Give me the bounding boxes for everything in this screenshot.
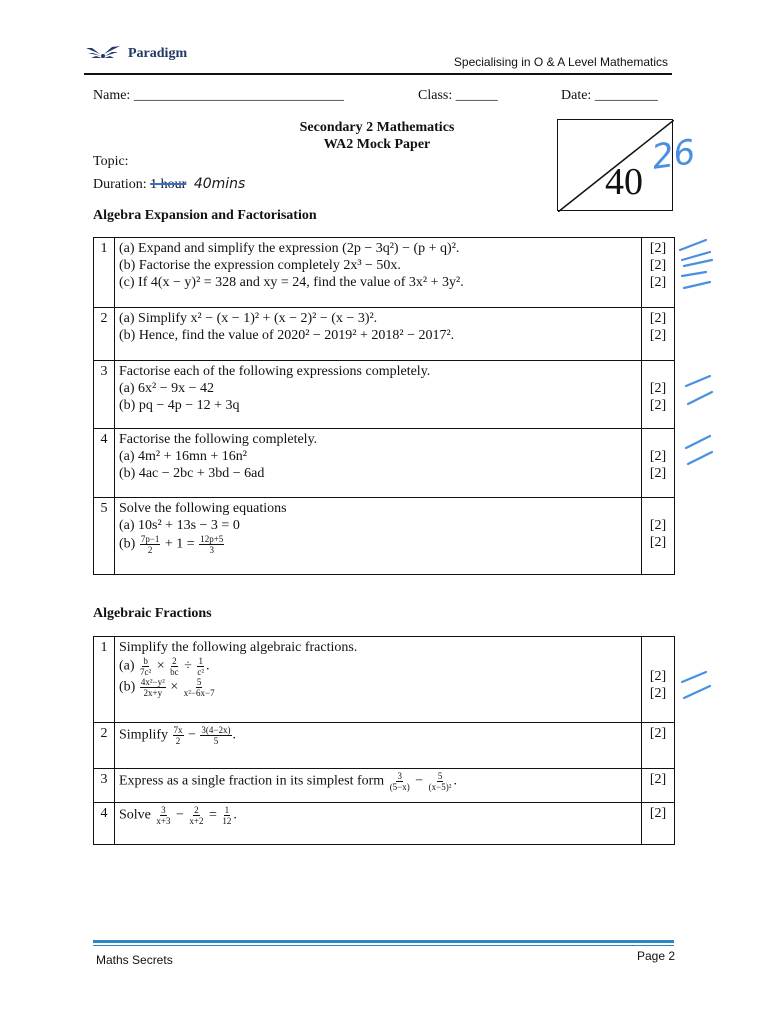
numerator: 12p+5 bbox=[200, 534, 224, 544]
fraction bbox=[221, 805, 232, 826]
question-line-fraction bbox=[119, 677, 637, 698]
numerator: 1 bbox=[224, 805, 230, 815]
question-number: 4 bbox=[94, 803, 115, 845]
punctuation: . bbox=[233, 807, 237, 823]
denominator: 2 bbox=[147, 545, 153, 555]
marks bbox=[646, 431, 670, 448]
marks: [2] bbox=[649, 449, 667, 464]
operator: × bbox=[156, 658, 165, 674]
question-line: Factorise the following completely. bbox=[119, 432, 318, 447]
denominator: x²−6x−7 bbox=[183, 688, 215, 698]
marks: [2] bbox=[649, 518, 667, 533]
question-body bbox=[115, 308, 642, 361]
part-label: (b) bbox=[119, 536, 136, 552]
denominator: (x−5)² bbox=[428, 782, 452, 792]
marks: [2] bbox=[649, 328, 667, 343]
operator: ÷ bbox=[184, 658, 192, 674]
question-line: (b) Factorise the expression completely 2x³ − 50x. bbox=[119, 258, 401, 273]
part-label: (a) bbox=[119, 658, 135, 674]
question-row bbox=[94, 361, 675, 429]
fraction bbox=[196, 656, 205, 677]
marks: [2] bbox=[649, 275, 667, 290]
question-line: (a) 4m² + 16mn + 16n² bbox=[119, 449, 248, 464]
punctuation: . bbox=[453, 773, 457, 789]
logo-text: Paradigm bbox=[128, 46, 188, 61]
marks: [2] bbox=[649, 311, 667, 326]
denominator: 7c² bbox=[140, 667, 152, 677]
question-row bbox=[94, 238, 675, 308]
fraction bbox=[200, 725, 231, 746]
question-text: Express as a single fraction in its simplest form bbox=[119, 773, 385, 789]
topic-label: Topic: bbox=[93, 154, 129, 169]
marks-cell bbox=[642, 238, 675, 308]
denominator: 5 bbox=[213, 736, 219, 746]
fraction bbox=[173, 725, 184, 746]
numerator: 3 bbox=[161, 805, 166, 815]
fraction bbox=[389, 771, 411, 792]
operator: = bbox=[208, 807, 217, 823]
question-body bbox=[115, 637, 642, 723]
marks-cell bbox=[642, 637, 675, 723]
marks-cell bbox=[642, 429, 675, 498]
question-number: 1 bbox=[94, 238, 115, 308]
question-body bbox=[115, 803, 642, 845]
question-line: Factorise each of the following expressions completely. bbox=[119, 364, 431, 379]
question-line: (b) Hence, find the value of 2020² − 2019² + 2018² − 2017². bbox=[119, 328, 455, 343]
denominator: 2x+y bbox=[143, 688, 163, 698]
question-row bbox=[94, 308, 675, 361]
numerator: 1 bbox=[198, 656, 203, 666]
numerator: 4x²−y² bbox=[140, 677, 165, 687]
denominator: x+2 bbox=[189, 816, 204, 826]
question-number: 2 bbox=[94, 308, 115, 361]
fraction bbox=[155, 805, 171, 826]
question-line: (a) 10s² + 13s − 3 = 0 bbox=[119, 518, 240, 533]
question-line: (a) 6x² − 9x − 42 bbox=[119, 381, 215, 396]
question-line-fraction bbox=[119, 534, 637, 555]
name-field-label: Name: ______________________________ bbox=[93, 88, 344, 103]
question-body bbox=[115, 723, 642, 769]
marks bbox=[646, 363, 670, 380]
question-number: 3 bbox=[94, 769, 115, 803]
question-row bbox=[94, 769, 675, 803]
marks: [2] bbox=[649, 535, 667, 550]
question-row bbox=[94, 723, 675, 769]
paper-subtitle-text: WA2 Mock Paper bbox=[323, 137, 431, 152]
marks-cell bbox=[642, 723, 675, 769]
question-line: (b) 4ac − 2bc + 3bd − 6ad bbox=[119, 466, 265, 481]
duration-label: Duration: bbox=[93, 177, 147, 192]
header-tagline: Specialising in O & A Level Mathematics bbox=[453, 55, 668, 69]
question-line: (a) Expand and simplify the expression (2p − 3q²) − (p + q)². bbox=[119, 241, 460, 256]
marks bbox=[646, 500, 670, 517]
page-number: Page 2 bbox=[637, 949, 676, 963]
question-body bbox=[115, 498, 642, 575]
fraction bbox=[183, 677, 216, 698]
question-line: (c) If 4(x − y)² = 328 and xy = 24, find the value of 3x² + 3y². bbox=[119, 275, 464, 290]
marks: [2] bbox=[649, 241, 667, 256]
question-body bbox=[115, 769, 642, 803]
fraction bbox=[140, 677, 166, 698]
marks: [2] bbox=[649, 806, 667, 821]
question-line: (a) Simplify x² − (x − 1)² + (x − 2)² − (x − 3)². bbox=[119, 311, 378, 326]
score-handwritten: 26 bbox=[649, 132, 698, 178]
marks-cell bbox=[642, 769, 675, 803]
marks: [2] bbox=[649, 398, 667, 413]
numerator: 2 bbox=[172, 656, 177, 666]
operator: × bbox=[170, 679, 179, 695]
footer-divider-thin bbox=[93, 945, 674, 946]
marks-cell bbox=[642, 498, 675, 575]
part-label: (b) bbox=[119, 679, 136, 695]
question-body bbox=[115, 361, 642, 429]
question-line: Simplify the following algebraic fractions. bbox=[119, 640, 358, 655]
numerator: 3(4−2x) bbox=[201, 725, 231, 735]
duration-line bbox=[93, 176, 245, 193]
footer-brand: Maths Secrets bbox=[96, 953, 173, 967]
question-row bbox=[94, 498, 675, 575]
question-text: Solve bbox=[119, 807, 151, 823]
footer-divider bbox=[93, 940, 674, 943]
section-title-fractions: Algebraic Fractions bbox=[93, 606, 212, 621]
operator: − bbox=[415, 773, 424, 789]
handwritten-ticks bbox=[676, 236, 716, 496]
marks: [2] bbox=[649, 258, 667, 273]
marks-cell bbox=[642, 361, 675, 429]
fraction bbox=[188, 805, 204, 826]
fraction bbox=[169, 656, 180, 677]
question-number: 4 bbox=[94, 429, 115, 498]
marks: [2] bbox=[649, 686, 667, 701]
handwritten-ticks-fractions bbox=[676, 668, 716, 708]
punctuation: . bbox=[232, 727, 236, 743]
paper-title-text: Secondary 2 Mathematics bbox=[299, 120, 455, 135]
question-line: Solve the following equations bbox=[119, 501, 287, 516]
denominator: c² bbox=[197, 667, 205, 677]
numerator: 5 bbox=[437, 771, 443, 781]
date-field-label: Date: _________ bbox=[561, 88, 658, 103]
question-number: 3 bbox=[94, 361, 115, 429]
marks-cell bbox=[642, 308, 675, 361]
marks: [2] bbox=[649, 466, 667, 481]
operator: − bbox=[175, 807, 184, 823]
marks: [2] bbox=[649, 726, 667, 741]
question-row bbox=[94, 803, 675, 845]
punctuation: . bbox=[206, 658, 210, 674]
question-number: 2 bbox=[94, 723, 115, 769]
fraction bbox=[139, 656, 152, 677]
fraction bbox=[140, 534, 161, 555]
marks: [2] bbox=[649, 772, 667, 787]
denominator: 12 bbox=[222, 816, 232, 826]
marks: [2] bbox=[649, 381, 667, 396]
duration-struck: 1 hour bbox=[150, 177, 187, 192]
question-body bbox=[115, 429, 642, 498]
brand-logo bbox=[84, 44, 187, 64]
section-title-algebra: Algebra Expansion and Factorisation bbox=[93, 208, 317, 223]
denominator: 3 bbox=[209, 545, 214, 555]
numerator: 7p−1 bbox=[140, 534, 160, 544]
class-field-label: Class: ______ bbox=[418, 88, 498, 103]
question-table-fractions bbox=[93, 636, 675, 845]
question-number: 1 bbox=[94, 637, 115, 723]
question-row bbox=[94, 637, 675, 723]
denominator: bc bbox=[170, 667, 179, 677]
fraction bbox=[428, 771, 453, 792]
denominator: x+3 bbox=[156, 816, 171, 826]
header-divider bbox=[84, 73, 672, 75]
denominator: (5−x) bbox=[389, 782, 410, 792]
question-line-fraction bbox=[119, 656, 637, 677]
marks-cell bbox=[642, 803, 675, 845]
operator: − bbox=[188, 727, 196, 743]
marks: [2] bbox=[649, 669, 667, 684]
question-text: Simplify bbox=[119, 727, 169, 743]
question-number: 5 bbox=[94, 498, 115, 575]
wing-logo-icon bbox=[84, 44, 122, 64]
question-line: (b) pq − 4p − 12 + 3q bbox=[119, 398, 240, 413]
numerator: 3 bbox=[397, 771, 402, 781]
denominator: 2 bbox=[175, 736, 181, 746]
numerator: 7x bbox=[173, 725, 183, 735]
duration-handwritten: 40mins bbox=[193, 176, 246, 192]
question-table-algebra bbox=[93, 237, 675, 575]
numerator: 5 bbox=[196, 677, 202, 687]
score-total: 40 bbox=[605, 161, 643, 203]
fraction bbox=[199, 534, 224, 555]
operator: + 1 = bbox=[164, 536, 195, 552]
question-row bbox=[94, 429, 675, 498]
numerator: b bbox=[143, 656, 148, 666]
numerator: 2 bbox=[194, 805, 199, 815]
question-body bbox=[115, 238, 642, 308]
